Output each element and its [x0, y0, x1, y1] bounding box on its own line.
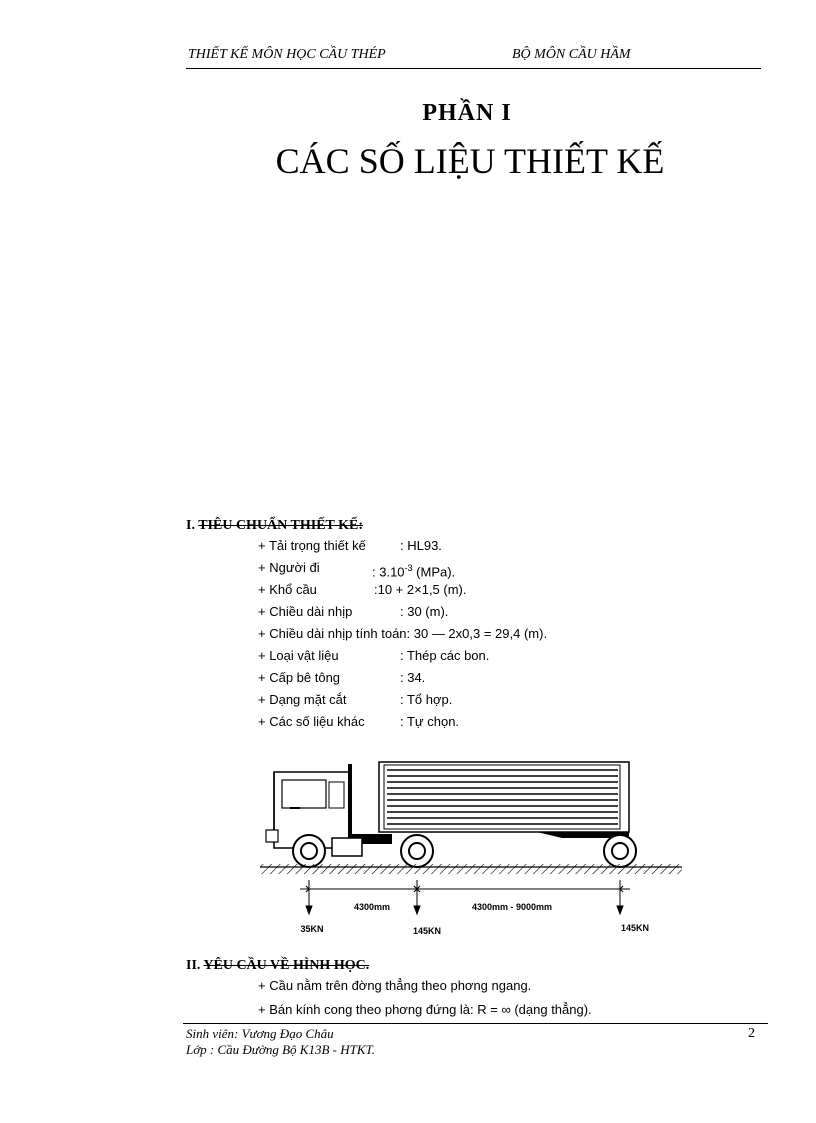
- item-label: + Loại vật liệu: [258, 648, 339, 663]
- section-1-heading: [186, 518, 363, 534]
- item-value: : HL93.: [400, 538, 442, 553]
- section-2-heading: [186, 958, 369, 974]
- dimension-lines: [300, 880, 630, 914]
- header-course-title: THIẾT KẾ MÔN HỌC CẦU THÉP: [188, 47, 386, 62]
- page-header: [186, 46, 761, 69]
- footer-class: Lớp : Cầu Đường Bộ K13B - HTKT.: [186, 1042, 376, 1057]
- item-value: : 34.: [400, 670, 426, 685]
- truck-trailer: [352, 762, 629, 844]
- item-value: : Thép các bon.: [400, 648, 490, 663]
- item-value: :10 + 2×1,5 (m).: [374, 582, 467, 597]
- item-label: + Cấp bê tông: [258, 670, 341, 685]
- footer-divider: [183, 1023, 768, 1024]
- item-label: + Bán kính cong theo phơng đứng là: R = ∞ (dạng thẳng).: [258, 1002, 592, 1017]
- item-value: : 30 (m).: [400, 604, 449, 619]
- axle-load-3: 145KN: [620, 923, 650, 933]
- truck-load-diagram: [252, 756, 692, 941]
- item-label: + Người đi: [258, 560, 320, 575]
- axle-spacing-2: 4300mm - 9000mm: [472, 902, 553, 912]
- section-1-number: I.: [186, 518, 195, 533]
- item-value: : $3.10^{-3}$ (MPa).: [372, 563, 456, 580]
- item-label: + Cầu nằm trên đờng thẳng theo phơng ngang.: [258, 978, 532, 993]
- truck-wheels: [293, 835, 636, 867]
- footer-student: Sinh viên: Vương Đạo Châu: [186, 1026, 334, 1041]
- section-1-title: TIÊU CHUẨN THIẾT KẾ:: [198, 518, 364, 533]
- page-title: CÁC SỐ LIỆU THIẾT KẾ: [275, 141, 665, 181]
- section-2-number: II.: [186, 958, 201, 973]
- axle-load-1: 35KN: [300, 924, 324, 934]
- item-value: : Tự chọn.: [400, 714, 460, 729]
- part-label: PHẦN I: [422, 100, 512, 126]
- header-department: BỘ MÔN CẦU HẦM: [512, 47, 631, 62]
- item-label: + Chiều dài nhịp: [258, 604, 353, 619]
- ground: [260, 864, 682, 874]
- page-number: 2: [748, 1026, 755, 1041]
- section-2-title: YÊU CẦU VỀ HÌNH HỌC.: [203, 958, 370, 973]
- item-label: + Tải trọng thiết kế: [258, 538, 366, 553]
- item-value: : Tổ hợp.: [400, 692, 453, 707]
- item-label: + Khổ cầu: [258, 582, 317, 597]
- axle-load-2: 145KN: [412, 926, 442, 936]
- item-label: + Chiều dài nhịp tính toán: 30 — 2x0,3 = 29,4 (m).: [258, 626, 548, 641]
- axle-spacing-1: 4300mm: [354, 902, 391, 912]
- page-footer: [186, 1026, 375, 1058]
- item-label: + Dạng mặt cắt: [258, 692, 347, 707]
- item-label: + Các số liệu khác: [258, 714, 365, 729]
